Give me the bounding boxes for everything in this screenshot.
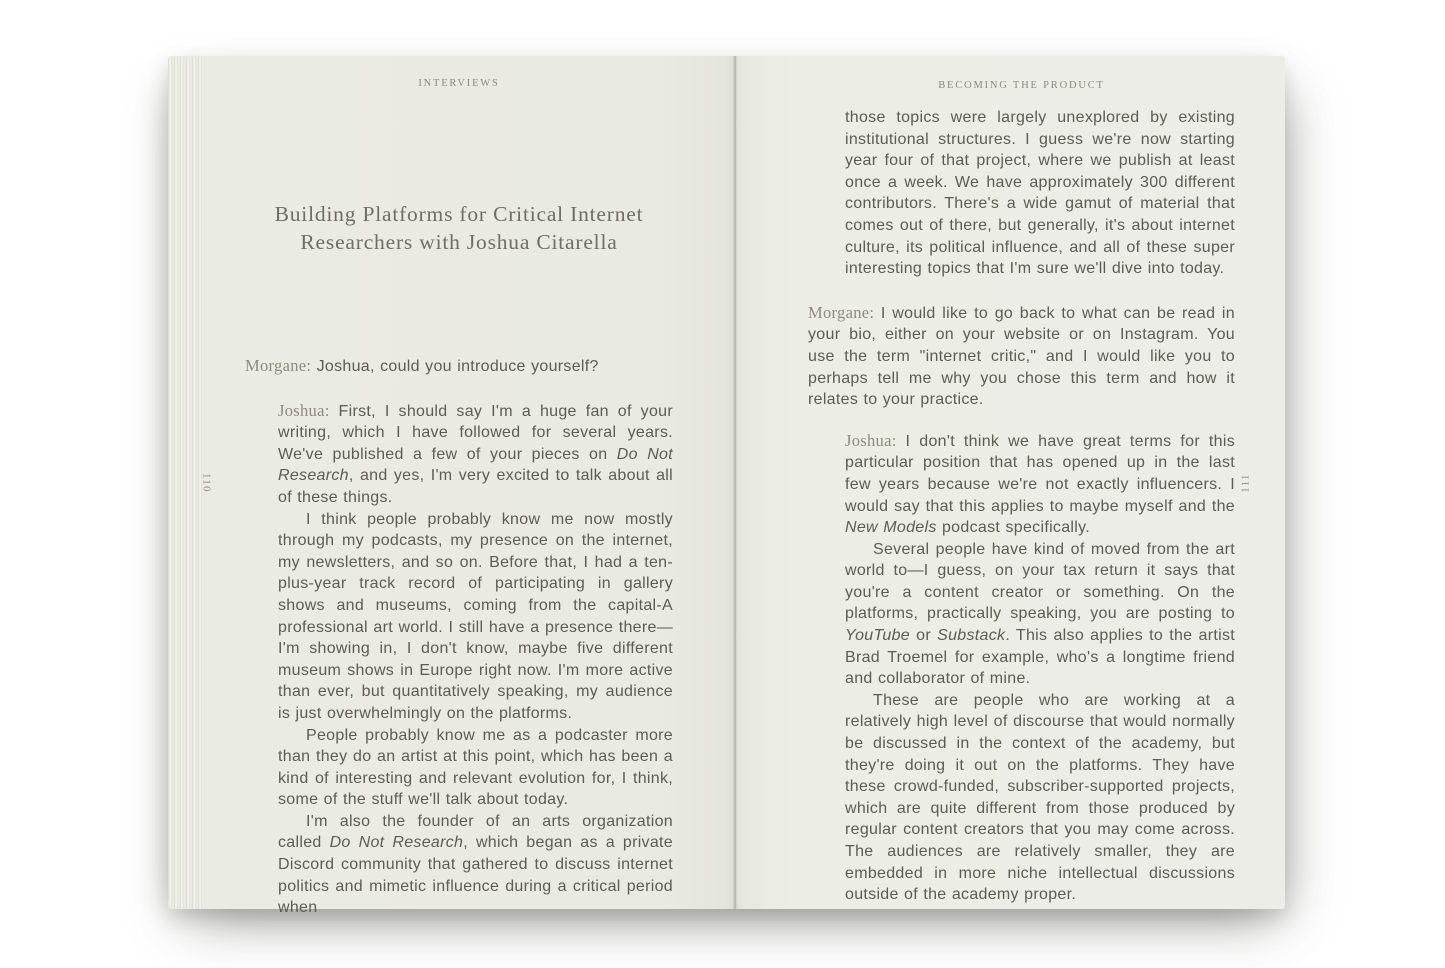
chapter-title-line2: Researchers with Joshua Citarella [300,229,618,254]
dialogue-paragraph [278,725,673,811]
paragraph-text: I think people probably know me now mostly through my podcasts, my presence on the internet, my newsletters, and so on. Before that, I had a ten-plus-year track record of participating in gallery shows and museums, coming from the capital-A professional art world. I still have a presence there—I'm showing in, I don't know, maybe five different museum shows in Europe right now. I'm more active than ever, but quantitatively speaking, my audience is just overwhelmingly on the platforms. [278,510,673,722]
left-page [204,56,735,917]
dialogue-paragraph [845,690,1235,906]
paragraph-text: I don't think we have great terms for this particular position that has opened up in the last few years because we're not exactly influencers. I would say that this applies to maybe myself and the New Models podcast specifically. [845,432,1235,537]
page-number-left: 110 [200,472,212,493]
running-header-left: INTERVIEWS [418,78,500,89]
paragraph-text: those topics were largely unexplored by existing institutional structures. I guess we're now starting year four of that project, where we publish at least once a week. We have approximately 300 different contributors. There's a wide gamut of material that comes out of there, but generally, it's about internet culture, its political influence, and all of these super interesting topics that I'm sure we'll dive into today. [845,109,1235,278]
book-spine-gutter [732,56,738,909]
dialogue-paragraph [808,302,1235,411]
left-page-content [245,78,674,917]
dialogue-paragraph [245,355,673,378]
paragraph-text: Joshua, could you introduce yourself? [311,358,599,375]
paragraph-text: These are people who are working at a relatively high level of discourse that would normally be discussed in the context of the academy, but they're doing it out on the platforms. They have these crowd-funded, subscriber-supported projects, which are quite different from those produced by regular content creators that you may come across. The audiences are relatively smaller, they are embedded in more niche intellectual discussions outside of the academy proper. [845,691,1235,904]
dialogue-paragraph [278,509,673,725]
dialogue-paragraph [845,107,1235,280]
page-edge-stack [168,57,204,909]
running-header-right: BECOMING THE PRODUCT [938,80,1105,91]
right-page-content [808,80,1235,909]
dialogue-paragraph [278,400,673,509]
chapter-title [245,201,673,256]
page-number-right: 111 [1240,472,1252,493]
dialogue-paragraph [845,430,1235,539]
paragraph-text: I'm also the founder of an arts organization called Do Not Research, which began as a private Discord community that gathered to discuss internet politics and mimetic influence during a critical period when [278,812,674,917]
chapter-title-line1: Building Platforms for Critical Internet [274,202,644,226]
speaker-label: Joshua: [845,430,897,450]
dialogue-paragraph [278,811,673,919]
speaker-label: Morgane: [808,302,875,322]
book-spread [168,56,1285,917]
dialogue-paragraph [845,539,1235,690]
speaker-label: Joshua: [278,400,330,420]
paragraph-text: I would like to go back to what can be read in your bio, either on your website or on Instagram. You use the term "internet critic," and I would like you to perhaps tell me why you chose this term and how it relates to your practice. [808,304,1235,409]
speaker-label: Morgane: [245,356,312,375]
paragraph-text: People probably know me as a podcaster more than they do an artist at this point, which has been a kind of interesting and relevant evolution for, I think, some of the stuff we'll talk about today. [278,726,673,809]
right-page [735,56,1285,909]
paragraph-text: Several people have kind of moved from the art world to—I guess, on your tax return it says that you're a content creator or something. On the platforms, practically speaking, you are posting to YouTube or Substack. This also applies to the artist Brad Troemel for example, who's a longtime friend and collaborator of mine. [845,540,1235,688]
paragraph-text: First, I should say I'm a huge fan of your writing, which I have followed for several years. We've published a few of your pieces on Do Not Research, and yes, I'm very excited to talk about all of these things. [278,402,673,506]
